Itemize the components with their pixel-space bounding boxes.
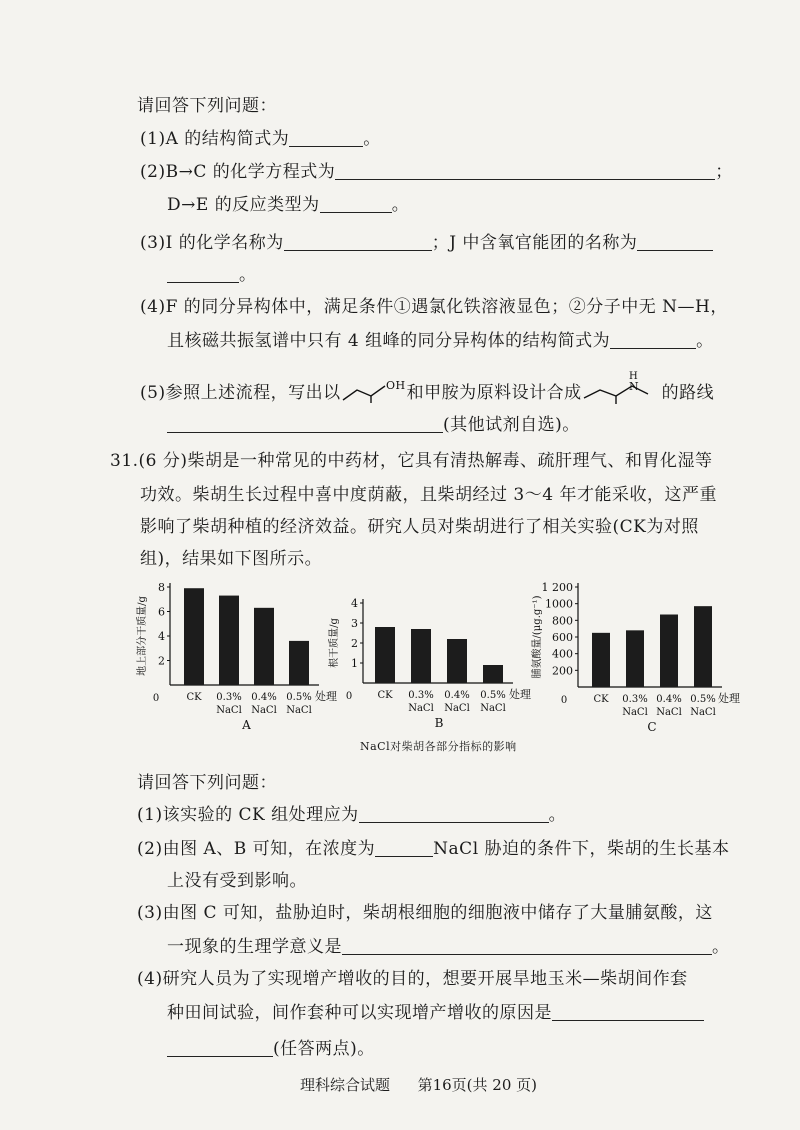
s2-q2-line: (2)由图 A、B 可知，在浓度为 NaCl 胁迫的条件下，柴胡的生长基本 <box>137 839 730 859</box>
svg-text:OH: OH <box>385 379 406 392</box>
q5-line: (5)参照上述流程，写出以 OH 和甲胺为原料设计合成 H N 的路线 <box>140 372 714 406</box>
answer-blank[interactable] <box>320 195 392 213</box>
x-tick-label: 0.3% <box>622 694 648 705</box>
bar <box>660 615 678 688</box>
y-tick-label: 400 <box>552 647 573 661</box>
answer-blank[interactable] <box>167 1039 273 1057</box>
amine-structure-icon <box>582 372 662 406</box>
panel-label: A <box>242 718 251 732</box>
s2-q3-line: (3)由图 C 可知，盐胁迫时，柴胡根细胞的细胞液中储存了大量脯氨酸，这 <box>137 903 713 923</box>
q31-line-2: 功效。柴胡生长过程中喜中度荫蔽，且柴胡经过 3～4 年才能采收，这严重 <box>140 485 717 505</box>
s2-q1-line: (1)该实验的 CK 组处理应为 。 <box>137 805 567 825</box>
bar <box>254 608 274 685</box>
q31-line-4: 组)，结果如下图所示。 <box>140 549 323 569</box>
q31-line-1: 31.(6 分)柴胡是一种常见的中药材，它具有清热解毒、疏肝理气、和胃化湿等 <box>110 451 713 471</box>
answer-blank[interactable] <box>637 233 713 251</box>
x-tick-label: CK <box>186 692 202 703</box>
q3-line: (3)I 的化学名称为 ；J 中含氧官能团的名称为 <box>140 232 713 254</box>
x-tick-label: NaCl <box>286 705 312 716</box>
x-tick-label: NaCl <box>216 705 242 716</box>
bar <box>375 627 395 683</box>
y-tick-label: 8 <box>158 581 165 594</box>
answer-blank[interactable] <box>342 937 712 955</box>
q1-line: (1)A 的结构简式为 。 <box>140 129 381 149</box>
x-tick-label: NaCl <box>444 703 470 714</box>
svg-text:N: N <box>628 380 639 393</box>
x-tick-label: 0.3% <box>216 692 242 703</box>
q5b-line: (其他试剂自选)。 <box>167 414 580 436</box>
answer-blank[interactable] <box>375 839 433 857</box>
svg-text:H: H <box>628 371 638 382</box>
origin-label: 0 <box>560 695 568 706</box>
y-tick-label: 6 <box>158 605 165 619</box>
x-tick-label: 0.4% <box>656 694 682 705</box>
x-tick-label: NaCl <box>622 707 648 718</box>
y-tick-label: 2 <box>158 654 165 668</box>
q4-line-2: 且核磁共振氢谱中只有 4 组峰的同分异构体的结构简式为 。 <box>167 331 714 351</box>
y-tick-label: 1 200 <box>541 581 573 594</box>
answer-blank[interactable] <box>167 415 443 433</box>
x-tick-label: 0.5% <box>690 694 716 705</box>
bar <box>411 629 431 683</box>
origin-label: 0 <box>152 693 160 704</box>
page-footer <box>300 1074 537 1095</box>
y-tick-label: 3 <box>351 617 358 630</box>
q2-line: (2)B→C 的化学方程式为 ； <box>140 162 733 182</box>
section1-prompt: 请回答下列问题： <box>137 96 277 116</box>
chart-c <box>520 575 760 765</box>
x-tick-label: NaCl <box>690 707 716 718</box>
x-tick-label: CK <box>593 694 609 705</box>
s2-q4b-line: 种田间试验，间作套种可以实现增产增收的原因是 <box>167 1002 704 1024</box>
bar <box>219 596 239 685</box>
footer-subject: 理科综合试题 <box>300 1076 391 1094</box>
isopropanol-structure-icon <box>341 378 407 404</box>
y-tick-label: 2 <box>351 637 358 650</box>
x-tick-label: NaCl <box>656 707 682 718</box>
x-axis-label: 处理 <box>509 688 531 701</box>
y-tick-label: 1000 <box>545 597 573 611</box>
answer-blank[interactable] <box>167 265 239 283</box>
bar <box>289 641 309 685</box>
q31-line-3: 影响了柴胡种植的经济效益。研究人员对柴胡进行了相关实验(CK为对照 <box>140 517 699 537</box>
x-tick-label: NaCl <box>480 703 506 714</box>
panel-label: B <box>434 716 444 730</box>
x-tick-label: 0.4% <box>444 690 470 701</box>
s2-q4-line: (4)研究人员为了实现增产增收的目的，想要开展旱地玉米—柴胡间作套 <box>137 969 688 989</box>
section2-prompt: 请回答下列问题： <box>137 773 277 793</box>
answer-blank[interactable] <box>284 233 432 251</box>
q3b-line: 。 <box>167 264 257 286</box>
x-tick-label: NaCl <box>408 703 434 714</box>
x-tick-label: CK <box>377 690 393 701</box>
y-tick-label: 200 <box>552 664 573 678</box>
figure-caption: NaCl对柴胡各部分指标的影响 <box>360 740 517 753</box>
y-tick-label: 4 <box>158 630 165 643</box>
y-tick-label: 800 <box>552 614 573 628</box>
y-tick-label: 1 <box>351 657 358 670</box>
q4-line-1: (4)F 的同分异构体中，满足条件①遇氯化铁溶液显色；②分子中无 N—H， <box>140 297 728 317</box>
bar <box>626 630 644 687</box>
y-tick-label: 600 <box>552 631 573 644</box>
x-tick-label: 0.3% <box>408 690 434 701</box>
bar <box>447 639 467 683</box>
answer-blank[interactable] <box>359 805 549 823</box>
q2b-line: D→E 的反应类型为 。 <box>167 195 410 215</box>
s2-q3b-line: 一现象的生理学意义是 。 <box>167 937 730 957</box>
footer-page-number: 第16页(共 20 页) <box>417 1076 537 1094</box>
answer-blank[interactable] <box>289 129 363 147</box>
bar <box>592 633 610 687</box>
y-tick-label: 4 <box>351 597 358 610</box>
x-tick-label: 0.5% <box>286 692 312 703</box>
y-axis-label: 脯氨酸量/(μg.g⁻¹) <box>532 595 543 679</box>
s2-q2b-line: 上没有受到影响。 <box>167 871 307 891</box>
x-axis-label: 处理 <box>718 692 740 705</box>
y-axis-label: 根干质量/g <box>329 618 340 668</box>
y-axis-label: 地上部分干质量/g <box>137 596 148 676</box>
x-tick-label: 0.5% <box>480 690 506 701</box>
s2-q4c-line: (任答两点)。 <box>167 1038 375 1060</box>
x-tick-label: NaCl <box>251 705 277 716</box>
bar <box>694 606 712 687</box>
answer-blank[interactable] <box>552 1003 704 1021</box>
answer-blank[interactable] <box>335 162 715 180</box>
answer-blank[interactable] <box>610 331 696 349</box>
bar <box>184 588 204 685</box>
panel-label: C <box>647 720 657 734</box>
x-tick-label: 0.4% <box>251 692 277 703</box>
bar <box>483 665 503 683</box>
x-axis-label: 处理 <box>315 690 337 703</box>
origin-label: 0 <box>345 691 353 702</box>
chart-b <box>325 575 535 740</box>
